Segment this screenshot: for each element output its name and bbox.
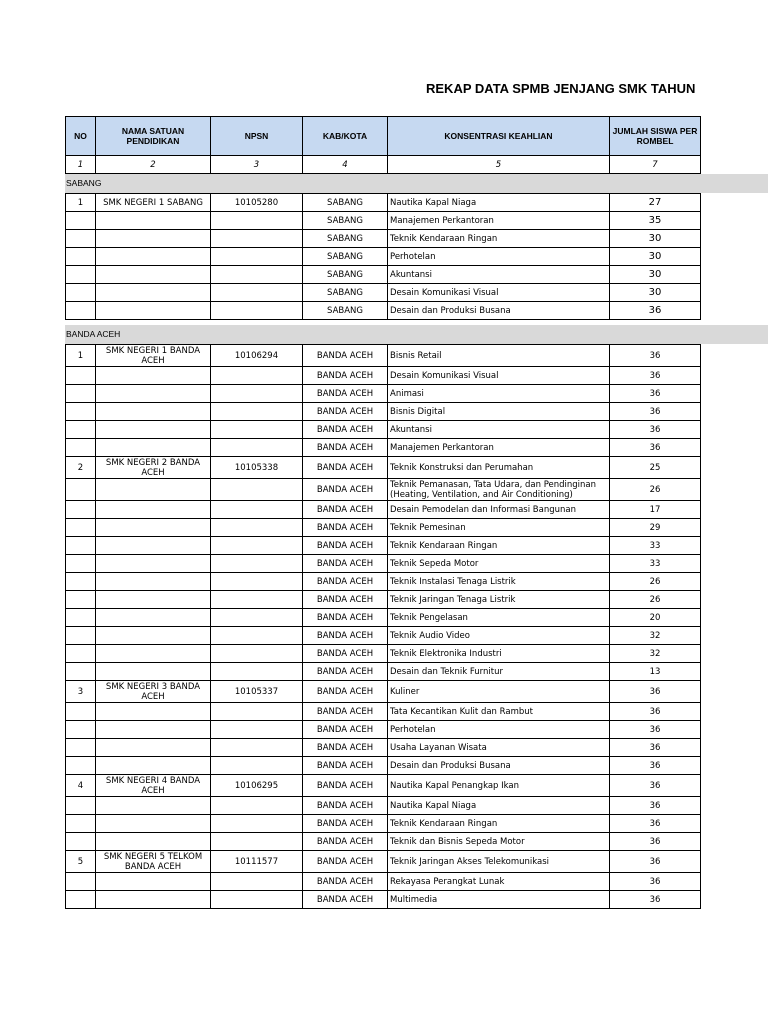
cell-npsn [211,403,303,421]
table-row [66,248,701,266]
cell-npsn [211,663,303,681]
cell-kab-kota: BANDA ACEH [303,645,388,663]
cell-no [66,627,96,645]
cell-kab-kota: SABANG [303,266,388,284]
table-row [66,403,701,421]
cell-npsn [211,537,303,555]
group-label: BANDA ACEH [66,329,121,339]
cell-konsentrasi: Teknik Pengelasan [388,609,610,627]
cell-kab-kota: SABANG [303,194,388,212]
table-row [66,302,701,320]
cell-no [66,421,96,439]
table-row [66,757,701,775]
cell-no [66,403,96,421]
cell-konsentrasi: Desain Pemodelan dan Informasi Bangunan [388,501,610,519]
cell-no [66,385,96,403]
cell-konsentrasi: Teknik Jaringan Akses Telekomunikasi [388,851,610,873]
cell-kab-kota: SABANG [303,212,388,230]
table-row [66,663,701,681]
cell-no [66,439,96,457]
cell-no: 3 [66,681,96,703]
cell-jumlah: 36 [610,775,701,797]
table-row [66,681,701,703]
cell-jumlah: 36 [610,403,701,421]
cell-school-name [96,797,211,815]
cell-no [66,302,96,320]
cell-no: 5 [66,851,96,873]
cell-kab-kota: BANDA ACEH [303,345,388,367]
cell-no [66,266,96,284]
cell-school-name [96,721,211,739]
cell-kab-kota: BANDA ACEH [303,797,388,815]
cell-npsn [211,591,303,609]
cell-school-name [96,212,211,230]
cell-konsentrasi: Teknik Elektronika Industri [388,645,610,663]
col-header-no: NO [66,117,96,156]
cell-jumlah: 36 [610,797,701,815]
cell-konsentrasi: Bisnis Retail [388,345,610,367]
cell-school-name [96,266,211,284]
cell-konsentrasi: Akuntansi [388,266,610,284]
table-row [66,421,701,439]
cell-jumlah: 36 [610,681,701,703]
cell-kab-kota: BANDA ACEH [303,703,388,721]
cell-kab-kota: BANDA ACEH [303,367,388,385]
cell-no [66,479,96,501]
cell-no [66,367,96,385]
cell-jumlah: 27 [610,194,701,212]
cell-konsentrasi: Desain dan Produksi Busana [388,757,610,775]
cell-no [66,703,96,721]
cell-no [66,833,96,851]
table-row [66,873,701,891]
cell-npsn [211,645,303,663]
table-row [66,833,701,851]
cell-no [66,519,96,537]
col-header-jumlah: JUMLAH SISWA PER ROMBEL [610,117,701,156]
cell-school-name [96,833,211,851]
col-header-kab: KAB/KOTA [303,117,388,156]
cell-no [66,645,96,663]
cell-npsn [211,519,303,537]
table-row [66,519,701,537]
cell-school-name [96,627,211,645]
col-number: 3 [211,156,303,174]
cell-konsentrasi: Teknik Instalasi Tenaga Listrik [388,573,610,591]
cell-kab-kota: BANDA ACEH [303,555,388,573]
cell-jumlah: 26 [610,573,701,591]
cell-kab-kota: BANDA ACEH [303,403,388,421]
cell-jumlah: 35 [610,212,701,230]
cell-jumlah: 36 [610,367,701,385]
cell-npsn [211,739,303,757]
cell-school-name [96,663,211,681]
col-number: 4 [303,156,388,174]
cell-jumlah: 30 [610,248,701,266]
cell-no [66,284,96,302]
col-number: 1 [66,156,96,174]
cell-konsentrasi: Manajemen Perkantoran [388,212,610,230]
cell-no [66,891,96,909]
cell-school-name [96,284,211,302]
cell-npsn: 10106294 [211,345,303,367]
cell-konsentrasi: Kuliner [388,681,610,703]
table-row [66,609,701,627]
cell-konsentrasi: Teknik Sepeda Motor [388,555,610,573]
cell-jumlah: 32 [610,645,701,663]
cell-school-name [96,703,211,721]
table-row [66,367,701,385]
cell-kab-kota: BANDA ACEH [303,775,388,797]
cell-npsn [211,815,303,833]
cell-kab-kota: BANDA ACEH [303,457,388,479]
col-number: 7 [610,156,701,174]
cell-kab-kota: BANDA ACEH [303,739,388,757]
cell-konsentrasi: Desain dan Produksi Busana [388,302,610,320]
cell-school-name [96,739,211,757]
cell-school-name [96,573,211,591]
cell-school-name: SMK NEGERI 1 BANDA ACEH [96,345,211,367]
cell-kab-kota: BANDA ACEH [303,573,388,591]
cell-npsn [211,891,303,909]
cell-no [66,797,96,815]
cell-no [66,555,96,573]
cell-jumlah: 26 [610,591,701,609]
cell-konsentrasi: Teknik dan Bisnis Sepeda Motor [388,833,610,851]
cell-jumlah: 36 [610,739,701,757]
table-row [66,775,701,797]
cell-npsn: 10106295 [211,775,303,797]
cell-jumlah: 33 [610,555,701,573]
cell-school-name [96,421,211,439]
cell-kab-kota: BANDA ACEH [303,439,388,457]
cell-kab-kota: BANDA ACEH [303,479,388,501]
cell-school-name [96,479,211,501]
cell-school-name [96,873,211,891]
cell-kab-kota: BANDA ACEH [303,757,388,775]
cell-jumlah: 13 [610,663,701,681]
cell-konsentrasi: Usaha Layanan Wisata [388,739,610,757]
table-row [66,284,701,302]
cell-jumlah: 32 [610,627,701,645]
cell-school-name [96,230,211,248]
cell-school-name [96,537,211,555]
cell-konsentrasi: Nautika Kapal Niaga [388,797,610,815]
table-row [66,627,701,645]
cell-jumlah: 36 [610,302,701,320]
cell-kab-kota: BANDA ACEH [303,663,388,681]
cell-konsentrasi: Nautika Kapal Penangkap Ikan [388,775,610,797]
cell-npsn [211,385,303,403]
cell-school-name: SMK NEGERI 3 BANDA ACEH [96,681,211,703]
cell-jumlah: 36 [610,439,701,457]
cell-school-name: SMK NEGERI 5 TELKOM BANDA ACEH [96,851,211,873]
cell-jumlah: 29 [610,519,701,537]
cell-konsentrasi: Nautika Kapal Niaga [388,194,610,212]
group-header-sabang [65,174,768,193]
cell-jumlah: 36 [610,815,701,833]
cell-no [66,537,96,555]
table-row [66,230,701,248]
cell-npsn [211,757,303,775]
cell-kab-kota: SABANG [303,230,388,248]
cell-no [66,212,96,230]
cell-npsn [211,555,303,573]
cell-konsentrasi: Teknik Kendaraan Ringan [388,815,610,833]
cell-npsn: 10105280 [211,194,303,212]
cell-jumlah: 25 [610,457,701,479]
header-table [65,116,701,174]
group-header-banda-aceh [65,325,768,344]
cell-npsn [211,284,303,302]
table-row [66,703,701,721]
cell-npsn [211,573,303,591]
cell-kab-kota: BANDA ACEH [303,501,388,519]
cell-no [66,873,96,891]
cell-konsentrasi: Teknik Audio Video [388,627,610,645]
cell-no [66,739,96,757]
col-header-konsentrasi: KONSENTRASI KEAHLIAN [388,117,610,156]
cell-school-name [96,891,211,909]
cell-jumlah: 20 [610,609,701,627]
cell-kab-kota: BANDA ACEH [303,609,388,627]
cell-npsn [211,627,303,645]
cell-no [66,721,96,739]
table-row [66,721,701,739]
cell-konsentrasi: Desain dan Teknik Furnitur [388,663,610,681]
cell-konsentrasi: Teknik Konstruksi dan Perumahan [388,457,610,479]
cell-jumlah: 36 [610,833,701,851]
cell-konsentrasi: Perhotelan [388,721,610,739]
cell-jumlah: 36 [610,345,701,367]
cell-npsn [211,609,303,627]
cell-kab-kota: SABANG [303,248,388,266]
cell-no: 4 [66,775,96,797]
cell-no [66,663,96,681]
cell-school-name: SMK NEGERI 4 BANDA ACEH [96,775,211,797]
cell-jumlah: 36 [610,721,701,739]
cell-npsn [211,797,303,815]
cell-school-name [96,645,211,663]
cell-school-name [96,591,211,609]
cell-school-name [96,757,211,775]
table-row [66,815,701,833]
cell-konsentrasi: Teknik Jaringan Tenaga Listrik [388,591,610,609]
cell-no: 2 [66,457,96,479]
cell-kab-kota: BANDA ACEH [303,385,388,403]
cell-konsentrasi: Teknik Pemesinan [388,519,610,537]
cell-jumlah: 36 [610,703,701,721]
table-row [66,385,701,403]
cell-school-name [96,501,211,519]
cell-npsn [211,248,303,266]
cell-kab-kota: BANDA ACEH [303,891,388,909]
cell-school-name: SMK NEGERI 2 BANDA ACEH [96,457,211,479]
cell-jumlah: 30 [610,266,701,284]
table-row [66,797,701,815]
cell-npsn [211,873,303,891]
cell-school-name [96,302,211,320]
cell-kab-kota: SABANG [303,284,388,302]
table-row [66,501,701,519]
cell-no [66,230,96,248]
cell-npsn [211,367,303,385]
cell-jumlah: 36 [610,385,701,403]
table-row [66,645,701,663]
cell-no [66,248,96,266]
cell-npsn [211,479,303,501]
table-row [66,891,701,909]
table-row [66,479,701,501]
cell-kab-kota: SABANG [303,302,388,320]
cell-kab-kota: BANDA ACEH [303,421,388,439]
cell-npsn: 10111577 [211,851,303,873]
cell-konsentrasi: Teknik Kendaraan Ringan [388,537,610,555]
cell-school-name [96,439,211,457]
cell-jumlah: 36 [610,757,701,775]
table-row [66,345,701,367]
page-title: REKAP DATA SPMB JENJANG SMK TAHUN [426,81,696,96]
cell-npsn [211,302,303,320]
cell-npsn: 10105338 [211,457,303,479]
cell-kab-kota: BANDA ACEH [303,627,388,645]
table-row [66,573,701,591]
table-row [66,266,701,284]
cell-konsentrasi: Perhotelan [388,248,610,266]
cell-npsn [211,703,303,721]
cell-jumlah: 36 [610,873,701,891]
table-row [66,457,701,479]
cell-kab-kota: BANDA ACEH [303,851,388,873]
cell-no [66,609,96,627]
cell-npsn [211,721,303,739]
cell-kab-kota: BANDA ACEH [303,537,388,555]
col-header-npsn: NPSN [211,117,303,156]
table-row [66,739,701,757]
cell-no [66,501,96,519]
cell-konsentrasi: Akuntansi [388,421,610,439]
cell-kab-kota: BANDA ACEH [303,721,388,739]
cell-jumlah: 26 [610,479,701,501]
cell-kab-kota: BANDA ACEH [303,873,388,891]
cell-npsn: 10105337 [211,681,303,703]
cell-konsentrasi: Multimedia [388,891,610,909]
cell-konsentrasi: Animasi [388,385,610,403]
cell-npsn [211,501,303,519]
cell-konsentrasi: Tata Kecantikan Kulit dan Rambut [388,703,610,721]
table-row [66,194,701,212]
cell-jumlah: 36 [610,891,701,909]
table-row [66,439,701,457]
cell-npsn [211,421,303,439]
cell-no [66,815,96,833]
cell-npsn [211,439,303,457]
group-label: SABANG [66,178,102,188]
cell-konsentrasi: Teknik Kendaraan Ringan [388,230,610,248]
table-row [66,851,701,873]
cell-school-name [96,519,211,537]
cell-no: 1 [66,194,96,212]
cell-school-name [96,385,211,403]
cell-school-name [96,248,211,266]
cell-konsentrasi: Desain Komunikasi Visual [388,284,610,302]
cell-npsn [211,230,303,248]
cell-npsn [211,212,303,230]
cell-npsn [211,833,303,851]
cell-konsentrasi: Desain Komunikasi Visual [388,367,610,385]
cell-kab-kota: BANDA ACEH [303,815,388,833]
table-row [66,212,701,230]
cell-no: 1 [66,345,96,367]
cell-kab-kota: BANDA ACEH [303,833,388,851]
cell-school-name: SMK NEGERI 1 SABANG [96,194,211,212]
cell-konsentrasi: Rekayasa Perangkat Lunak [388,873,610,891]
data-table-banda-aceh [65,344,701,909]
cell-konsentrasi: Bisnis Digital [388,403,610,421]
table-row [66,537,701,555]
cell-jumlah: 30 [610,284,701,302]
cell-kab-kota: BANDA ACEH [303,681,388,703]
cell-no [66,757,96,775]
cell-school-name [96,367,211,385]
col-number: 2 [96,156,211,174]
cell-jumlah: 36 [610,851,701,873]
cell-npsn [211,266,303,284]
cell-kab-kota: BANDA ACEH [303,519,388,537]
cell-school-name [96,609,211,627]
cell-no [66,591,96,609]
cell-konsentrasi: Teknik Pemanasan, Tata Udara, dan Pendinginan (Heating, Ventilation, and Air Conditioning) [388,479,610,501]
cell-school-name [96,815,211,833]
data-table-sabang [65,193,701,320]
col-header-nama: NAMA SATUAN PENDIDIKAN [96,117,211,156]
cell-jumlah: 30 [610,230,701,248]
cell-no [66,573,96,591]
col-number: 5 [388,156,610,174]
table-row [66,555,701,573]
cell-jumlah: 17 [610,501,701,519]
cell-jumlah: 36 [610,421,701,439]
cell-jumlah: 33 [610,537,701,555]
cell-school-name [96,403,211,421]
table-row [66,591,701,609]
cell-school-name [96,555,211,573]
cell-konsentrasi: Manajemen Perkantoran [388,439,610,457]
cell-kab-kota: BANDA ACEH [303,591,388,609]
